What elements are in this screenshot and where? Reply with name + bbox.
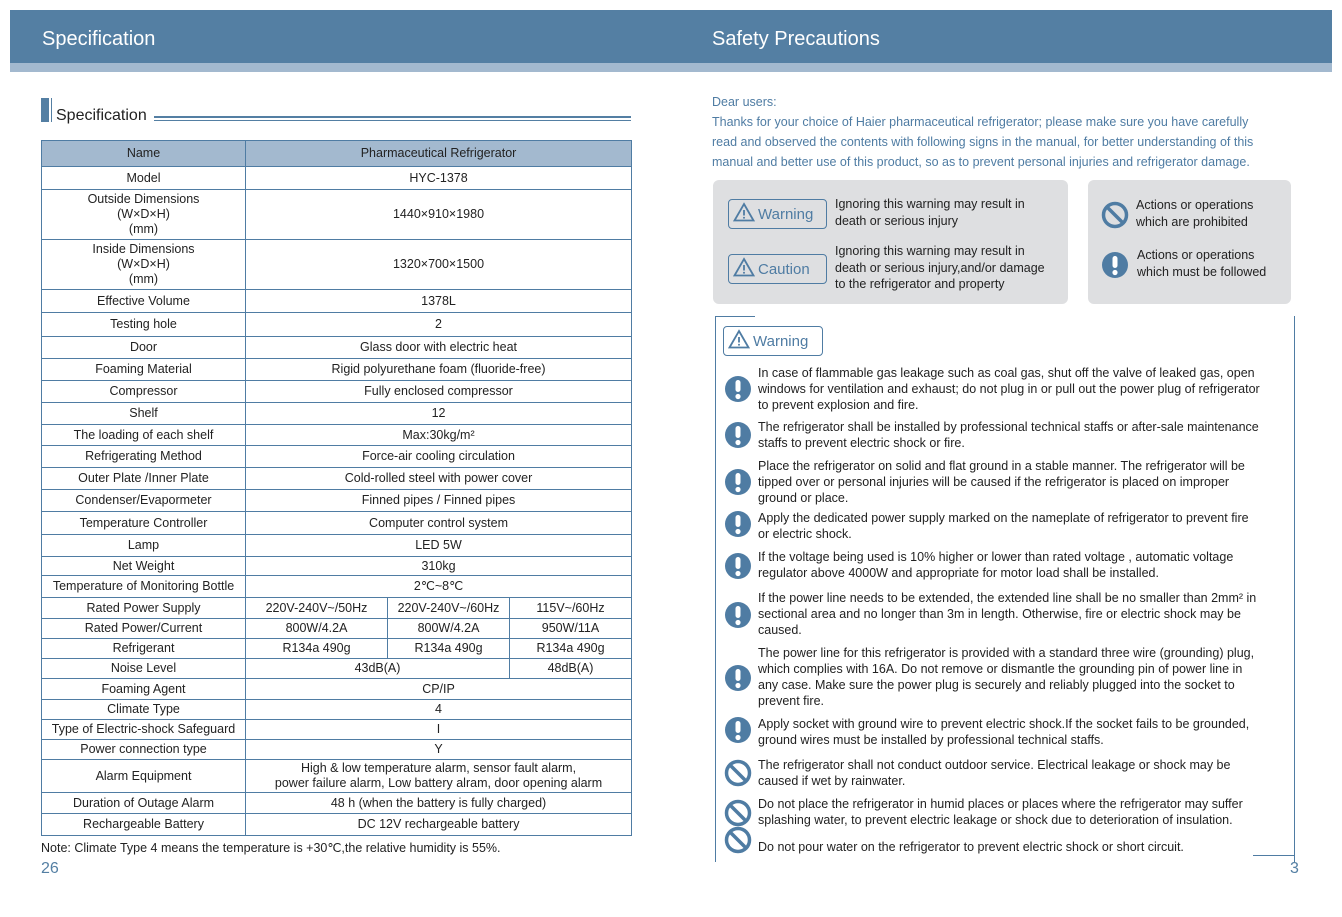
section-heading [41, 98, 631, 124]
intro-text [712, 92, 1312, 172]
intro-line: Thanks for your choice of Haier pharmaceutical refrigerator; please make sure you have carefully [712, 115, 1249, 129]
warning-section-badge: Warning [723, 326, 823, 356]
prohibited-legend-text: Actions or operations which are prohibited [1136, 198, 1254, 229]
table-cell: Alarm Equipment [42, 760, 246, 793]
table-row [42, 240, 632, 290]
mandatory-icon [724, 552, 752, 580]
table-cell: 115V~/60Hz [510, 598, 632, 619]
page-number-left: 26 [41, 860, 59, 877]
mandatory-icon [724, 375, 752, 403]
prohibited-icon [724, 799, 752, 827]
table-cell: 800W/4.2A [246, 619, 388, 639]
table-cell: Refrigerant [42, 639, 246, 659]
table-cell: Force-air cooling circulation [246, 446, 632, 468]
table-header-row [42, 141, 632, 167]
table-row [42, 793, 632, 814]
table-cell: R134a 490g [388, 639, 510, 659]
table-cell: R134a 490g [510, 639, 632, 659]
table-cell: Cold-rolled steel with power cover [246, 468, 632, 490]
table-cell: Lamp [42, 535, 246, 557]
warning-item-text: Apply the dedicated power supply marked on the nameplate of refrigerator to prevent fire or electric shock. [758, 511, 1249, 541]
table-cell: Rated Power Supply [42, 598, 246, 619]
frame-tick [1253, 855, 1295, 856]
table-cell: DC 12V rechargeable battery [246, 814, 632, 836]
warning-item-text: The refrigerator shall be installed by professional technical staffs or after-sale maintenance staffs to prevent electric shock or fire. [758, 420, 1259, 450]
warning-item-text: Do not pour water on the refrigerator to prevent electric shock or short circuit. [758, 840, 1184, 854]
warning-item-text: Do not place the refrigerator in humid places or places where the refrigerator may suffer splashing water, to prevent electric leakage or shock due to deterioration of insulation. [758, 797, 1243, 827]
table-row [42, 639, 632, 659]
table-row [42, 535, 632, 557]
warning-legend-text: Ignoring this warning may result in death or serious injury [835, 197, 1025, 228]
frame-tick [715, 316, 755, 317]
table-cell: 1378L [246, 290, 632, 313]
warning-item-text: If the voltage being used is 10% higher or lower than rated voltage , automatic voltage regulator above 4000W and appropriate for motor load shall be installed. [758, 550, 1234, 580]
table-cell: Finned pipes / Finned pipes [246, 490, 632, 512]
mandatory-icon [1101, 251, 1129, 284]
table-row [42, 659, 632, 679]
table-cell: Outer Plate /Inner Plate [42, 468, 246, 490]
caution-legend-text: Ignoring this warning may result in death or serious injury,and/or damage to the refrigerator and property [835, 244, 1045, 291]
prohibited-icon [724, 759, 752, 787]
table-cell: 950W/11A [510, 619, 632, 639]
table-cell: Temperature of Monitoring Bottle [42, 576, 246, 598]
table-cell: Rigid polyurethane foam (fluoride-free) [246, 359, 632, 381]
table-row [42, 337, 632, 359]
warning-item-text: In case of flammable gas leakage such as coal gas, shut off the valve of leaked gas, open windows for ventilation and exhaust; do not plug in or pull out the power plug of refrigerator to prevent explosion and fire. [758, 366, 1260, 412]
table-row [42, 576, 632, 598]
table-row [42, 619, 632, 639]
table-row [42, 403, 632, 425]
intro-line: Dear users: [712, 95, 777, 109]
table-row [42, 490, 632, 512]
table-cell: 220V-240V~/60Hz [388, 598, 510, 619]
warning-item-text: The refrigerator shall not conduct outdoor service. Electrical leakage or shock may be caused if wet by rainwater. [758, 758, 1231, 788]
warning-badge: Warning [728, 199, 827, 229]
intro-line: read and observed the contents with following signs in the manual, for better understanding of this [712, 135, 1254, 149]
table-cell: LED 5W [246, 535, 632, 557]
table-cell: Pharmaceutical Refrigerator [246, 141, 632, 167]
header-band [10, 63, 1332, 72]
header-banner [10, 10, 1332, 63]
mandatory-legend-text: Actions or operations which must be followed [1137, 248, 1267, 279]
table-cell: Inside Dimensions (W×D×H) (mm) [42, 240, 246, 290]
mandatory-icon [724, 421, 752, 449]
table-cell: Foaming Agent [42, 679, 246, 700]
table-cell: 4 [246, 700, 632, 720]
warning-item-text: If the power line needs to be extended, the extended line shall be no smaller than 2mm² in sectional area and no longer than 3m in length. Otherwise, fire or electric shock may be caused. [758, 591, 1257, 637]
climate-note: Note: Climate Type 4 means the temperature is +30℃,the relative humidity is 55%. [41, 841, 501, 855]
table-cell: 12 [246, 403, 632, 425]
table-row [42, 814, 632, 836]
page-number-right: 3 [1290, 860, 1299, 877]
table-row [42, 190, 632, 240]
table-cell: Foaming Material [42, 359, 246, 381]
table-row [42, 557, 632, 576]
mandatory-icon [724, 664, 752, 692]
table-cell: Max:30kg/m² [246, 425, 632, 446]
table-row [42, 740, 632, 760]
table-cell: 310kg [246, 557, 632, 576]
table-cell: 1440×910×1980 [246, 190, 632, 240]
table-row [42, 359, 632, 381]
table-cell: Door [42, 337, 246, 359]
table-cell: HYC-1378 [246, 167, 632, 190]
table-row [42, 468, 632, 490]
section-title: Specification [56, 107, 147, 124]
table-row [42, 167, 632, 190]
table-row [42, 679, 632, 700]
table-cell: 2 [246, 313, 632, 337]
table-cell: Net Weight [42, 557, 246, 576]
spec-table [41, 140, 632, 836]
table-cell: Duration of Outage Alarm [42, 793, 246, 814]
table-cell: High & low temperature alarm, sensor fault alarm, power failure alarm, Low battery alram, door opening alarm [246, 760, 632, 793]
table-cell: The loading of each shelf [42, 425, 246, 446]
right-banner-title: Safety Precautions [712, 28, 880, 50]
warning-triangle-icon [728, 329, 750, 353]
table-row [42, 720, 632, 740]
mandatory-icon [724, 601, 752, 629]
prohibited-icon [1101, 201, 1129, 234]
table-cell: Effective Volume [42, 290, 246, 313]
table-cell: 220V-240V~/50Hz [246, 598, 388, 619]
intro-line: manual and better use of this product, so as to prevent personal injuries and refrigerator damage. [712, 155, 1250, 169]
table-cell: R134a 490g [246, 639, 388, 659]
table-row [42, 381, 632, 403]
table-row [42, 425, 632, 446]
table-cell: Computer control system [246, 512, 632, 535]
table-row [42, 512, 632, 535]
table-cell: Rated Power/Current [42, 619, 246, 639]
table-row [42, 598, 632, 619]
table-cell: Fully enclosed compressor [246, 381, 632, 403]
left-banner-title: Specification [42, 28, 156, 50]
prohibited-icon [724, 826, 752, 854]
table-cell: 800W/4.2A [388, 619, 510, 639]
table-cell: Compressor [42, 381, 246, 403]
table-cell: Name [42, 141, 246, 167]
table-cell: 2℃~8℃ [246, 576, 632, 598]
table-cell: Model [42, 167, 246, 190]
table-cell: Power connection type [42, 740, 246, 760]
table-cell: Temperature Controller [42, 512, 246, 535]
table-cell: Y [246, 740, 632, 760]
table-row [42, 290, 632, 313]
table-cell: I [246, 720, 632, 740]
table-cell: 1320×700×1500 [246, 240, 632, 290]
table-cell: Condenser/Evapormeter [42, 490, 246, 512]
table-row [42, 700, 632, 720]
table-cell: Noise Level [42, 659, 246, 679]
mandatory-icon [724, 716, 752, 744]
table-cell: Shelf [42, 403, 246, 425]
table-cell: Rechargeable Battery [42, 814, 246, 836]
table-cell: Outside Dimensions (W×D×H) (mm) [42, 190, 246, 240]
caution-badge: Caution [728, 254, 827, 284]
table-cell: Type of Electric-shock Safeguard [42, 720, 246, 740]
table-cell: Climate Type [42, 700, 246, 720]
mandatory-icon [724, 468, 752, 496]
table-cell: 48dB(A) [510, 659, 632, 679]
warning-triangle-icon [733, 202, 755, 226]
warning-item-text: The power line for this refrigerator is provided with a standard three wire (grounding) plug, which complies with 16A. Do not remove or dismantle the grounding pin of power line in any case. Make sure the power plug is securely and reliably plugged into the socket to prevent fire. [758, 646, 1255, 708]
mandatory-icon [724, 510, 752, 538]
table-cell: Glass door with electric heat [246, 337, 632, 359]
table-cell: Testing hole [42, 313, 246, 337]
table-row [42, 760, 632, 793]
table-cell: CP/IP [246, 679, 632, 700]
warning-item-text: Place the refrigerator on solid and flat ground in a stable manner. The refrigerator will be tipped over or personal injuries will be caused if the refrigerator is placed on improper ground or place. [758, 459, 1245, 505]
warning-triangle-icon [733, 257, 755, 281]
warning-item-text: Apply socket with ground wire to prevent electric shock.If the socket fails to be grounded, ground wires must be installed by professional technical staffs. [758, 717, 1250, 747]
table-cell: 43dB(A) [246, 659, 510, 679]
table-cell: 48 h (when the battery is fully charged) [246, 793, 632, 814]
table-cell: Refrigerating Method [42, 446, 246, 468]
table-row [42, 313, 632, 337]
table-row [42, 446, 632, 468]
